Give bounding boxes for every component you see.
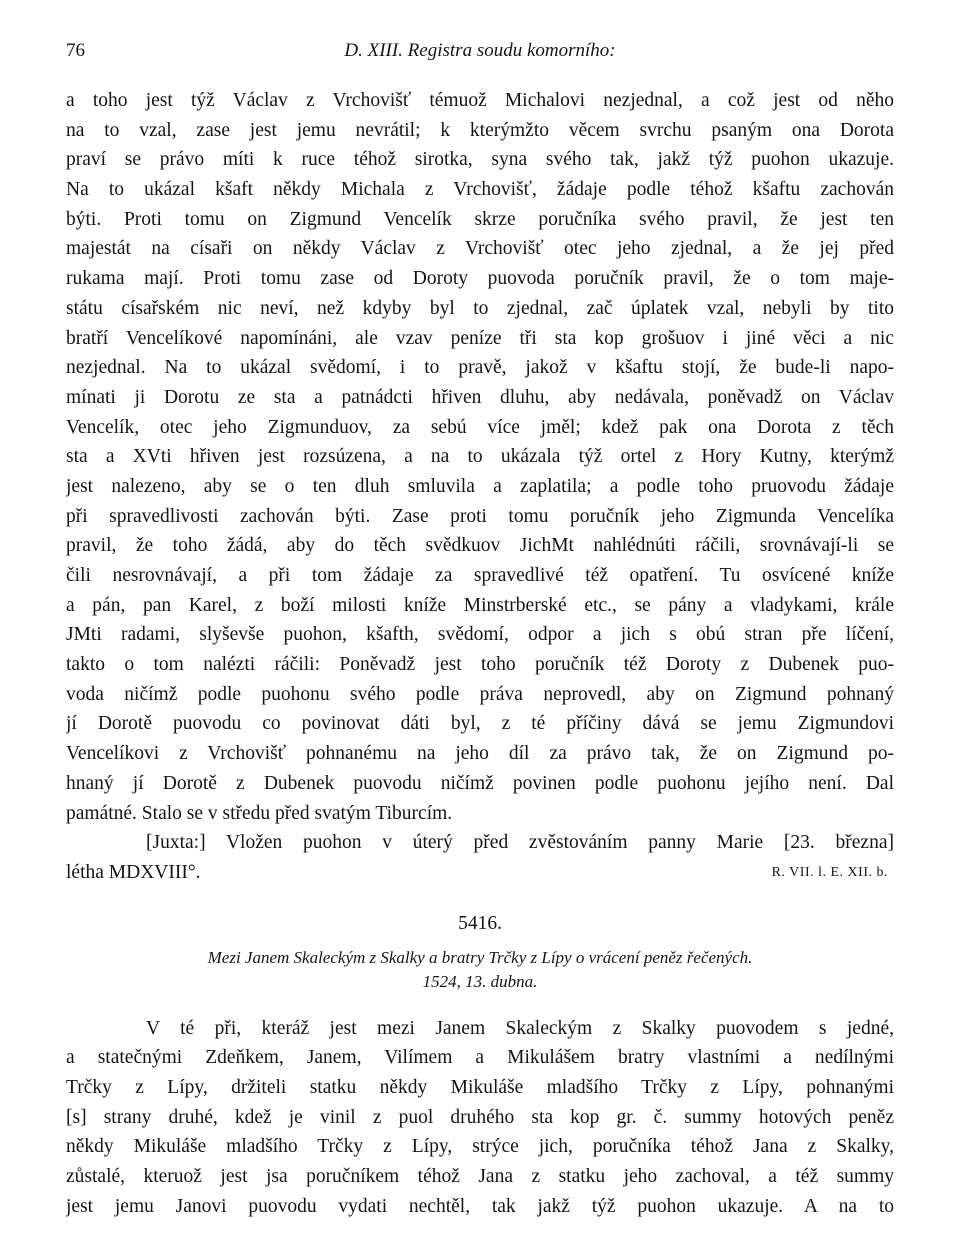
page-number: 76 <box>66 40 85 61</box>
text-line: [s] strany druhé, kdež je vinil z puol druhého sta kop gr. č. summy hotových peněz <box>66 1106 894 1128</box>
juxta-note-line: [Juxta:] Vložen puohon v úterý před zvěstováním panny Marie [23. března] <box>146 832 894 854</box>
text-line: při spravedlivosti zachován býti. Zase proti tomu poručník jeho Zigmunda Vencelíka <box>66 505 894 527</box>
headnote-date: 1524, 13. dubna. <box>422 971 538 991</box>
text-line: hnaný jí Dorotě z Dubenek puovodu ničímž povinen podle puohonu jejího není. Dal <box>66 772 894 794</box>
text-line: Na to ukázal kšaft někdy Michala z Vrchovišť, žádaje podle téhož kšaftu zachován <box>66 179 894 201</box>
text-line: jest jemu Janovi puovodu vydati nechtěl, tak jakž týž puohon ukazuje. A na to <box>66 1195 894 1217</box>
running-title: D. XIII. Registra soudu komorního: <box>344 40 616 61</box>
text-line: praví se právo míti k ruce téhož sirotka, syna svého tak, jakž týž puohon ukazuje. <box>66 149 894 171</box>
text-line: rukama mají. Proti tomu zase od Doroty puovoda poručník pravil, že o tom maje- <box>66 268 894 290</box>
text-line: jest nalezeno, aby se o ten dluh smluvila a zaplatila; a podle toho pruovodu žádaje <box>66 475 894 497</box>
text-line: Vencelíkovi z Vrchovišť pohnanému na jeho díl za právo tak, že on Zigmund po- <box>66 743 894 765</box>
juxta-date-line <box>66 858 894 888</box>
text-line: majestát na císaři on někdy Václav z Vrchovišť otec jeho zjednal, a že jej před <box>66 238 894 260</box>
running-header <box>66 40 894 74</box>
archive-signature: R. VII. l. E. XII. b. <box>771 864 888 880</box>
text-line: voda ničímž podle puohonu svého podle práva neprovedl, aby on Zigmund pohnaný <box>66 683 894 705</box>
text-line: nezjednal. Na to ukázal svědomí, i to pravě, jakož v kšaftu stojí, že bude-li napo- <box>66 357 894 379</box>
document-number: 5416. <box>458 912 502 934</box>
text-line: bratří Vencelíkové napomínáni, ale vzav peníze tři sta kop grošuov i jiné věci a nic <box>66 327 894 349</box>
juxta-date: létha MDXVIII°. <box>66 861 201 883</box>
record-5416-text <box>66 1014 894 1222</box>
text-line: sta a XVti hřiven jest rozsúzena, a na to ukázala týž ortel z Hory Kutny, kterýmž <box>66 446 894 468</box>
text-line: býti. Proti tomu on Zigmund Vencelík skrze poručníka svého pravil, že jest ten <box>66 208 894 230</box>
text-line: a statečnými Zdeňkem, Janem, Vilímem a Mikulášem bratry vlastními a nedílnými <box>66 1047 894 1069</box>
text-line: na to vzal, zase jest jemu nevrátil; k kterýmžto věcem svrchu psaným ona Dorota <box>66 119 894 141</box>
text-line: zůstalé, kteruož jest jsa poručníkem téhož Jana z statku jeho zachoval, a též summy <box>66 1166 894 1187</box>
text-line: mínati ji Dorotu ze sta a patnádcti hřiven dluhu, aby nedávala, poněvadž on Václav <box>66 386 894 408</box>
text-line: Vencelík, otec jeho Zigmunduov, za sebú více jměl; kdež pak ona Dorota z těch <box>66 416 894 438</box>
text-line: a pán, pan Karel, z boží milosti kníže Minstrberské etc., se pány a vladykami, krále <box>66 594 894 616</box>
text-line: čili nesrovnávají, a při tom žádaje za spravedlivé též opatření. Tu osvícené kníže <box>66 565 894 586</box>
text-line: státu císařském nic neví, než kdyby byl to zjednal, zač úplatek vzal, nebyli by tito <box>66 297 894 319</box>
text-line: někdy Mikuláše mladšího Trčky z Lípy, strýce jich, poručníka téhož Jana z Skalky, <box>66 1136 894 1158</box>
text-line: jí Dorotě puovodu co povinovat dáti byl, z té příčiny dává se jemu Zigmundovi <box>66 713 894 735</box>
record-headnote <box>66 946 894 994</box>
text-line: Trčky z Lípy, držiteli statku někdy Mikuláše mladšího Trčky z Lípy, pohnanými <box>66 1076 894 1098</box>
text-line: takto o tom nalézti ráčili: Poněvadž jest toho poručník též Doroty z Dubenek puo- <box>66 654 894 676</box>
headnote-title: Mezi Janem Skaleckým z Skalky a bratry Trčky z Lípy o vrácení peněz řečených. <box>207 947 753 967</box>
text-line: pravil, že toho žádá, aby do těch svědkuov JichMt nahlédnúti ráčili, srovnávají-li se <box>66 535 894 557</box>
text-line: a toho jest týž Václav z Vrchovišť témuož Michalovi nezjednal, a což jest od něho <box>66 90 894 111</box>
text-line: V té při, kteráž jest mezi Janem Skaleckým z Skalky puovodem s jedné, <box>146 1017 894 1039</box>
text-line: památné. Stalo se v středu před svatým Tiburcím. <box>66 802 453 824</box>
record-5415-text <box>66 86 894 888</box>
text-line: JMti radami, slyševše puohon, kšafth, svědomí, odpor a jich s obú stran pře líčení, <box>66 624 894 646</box>
